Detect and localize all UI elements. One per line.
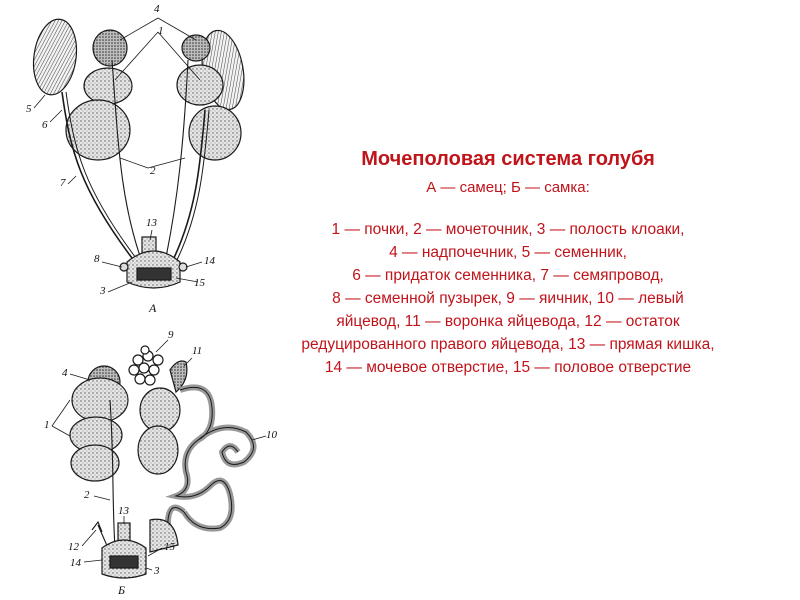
callout-b-11: 11 <box>192 345 203 357</box>
left-oviduct <box>168 387 254 546</box>
caption-title: Мочеполовая система голубя <box>361 148 655 170</box>
callout-b-1: 1 <box>44 419 50 431</box>
callout-b-3: 3 <box>154 565 160 577</box>
ovary <box>129 346 163 385</box>
callout-b-12: 12 <box>68 541 79 553</box>
legend-line: 14 — мочевое отверстие, 15 — половое отверстие <box>324 359 692 376</box>
legend-line: 4 — надпочечник, 5 — семенник, <box>389 244 627 261</box>
callout-b-9: 9 <box>168 329 174 341</box>
legend-line: 6 — придаток семенника, 7 — семяпровод, <box>352 267 664 284</box>
female-right-kidney-lower <box>138 426 178 474</box>
callout-a-5: 5 <box>26 103 32 115</box>
callout-b-10: 10 <box>266 429 277 441</box>
callout-b-13: 13 <box>118 505 129 517</box>
legend-line: 1 — почки, 2 — мочеточник, 3 — полость клоаки, <box>331 221 685 238</box>
callout-b-2: 2 <box>84 489 90 501</box>
female-left-kidney-upper <box>72 378 128 422</box>
figure-b-label: Б <box>118 583 126 597</box>
callout-a-6: 6 <box>42 119 48 131</box>
figure-a-label: А <box>149 301 157 315</box>
callout-a-3: 3 <box>100 285 106 297</box>
callout-a-13: 13 <box>146 217 157 229</box>
callout-b-4: 4 <box>62 367 68 379</box>
caption-subtitle: А — самец; Б — самка: <box>426 179 590 196</box>
callout-a-8: 8 <box>94 253 100 265</box>
caption-legend <box>228 218 788 379</box>
callout-a-7: 7 <box>60 177 66 189</box>
callout-a-1: 1 <box>158 25 164 37</box>
callout-a-4: 4 <box>154 3 160 15</box>
callout-b-15: 15 <box>164 541 175 553</box>
legend-line: 8 — семенной пузырек, 9 — яичник, 10 — левый <box>332 290 684 307</box>
caption-block <box>228 148 788 379</box>
right-oviduct-remnant <box>92 522 108 548</box>
female-right-kidney-upper <box>140 388 180 432</box>
callout-a-14: 14 <box>204 255 215 267</box>
callout-a-15: 15 <box>194 277 205 289</box>
legend-line: яйцевод, 11 — воронка яйцевода, 12 — остаток <box>336 313 680 330</box>
legend-line: редуцированного правого яйцевода, 13 — прямая кишка, <box>301 336 715 353</box>
callout-a-2: 2 <box>150 165 156 177</box>
callout-b-14: 14 <box>70 557 81 569</box>
